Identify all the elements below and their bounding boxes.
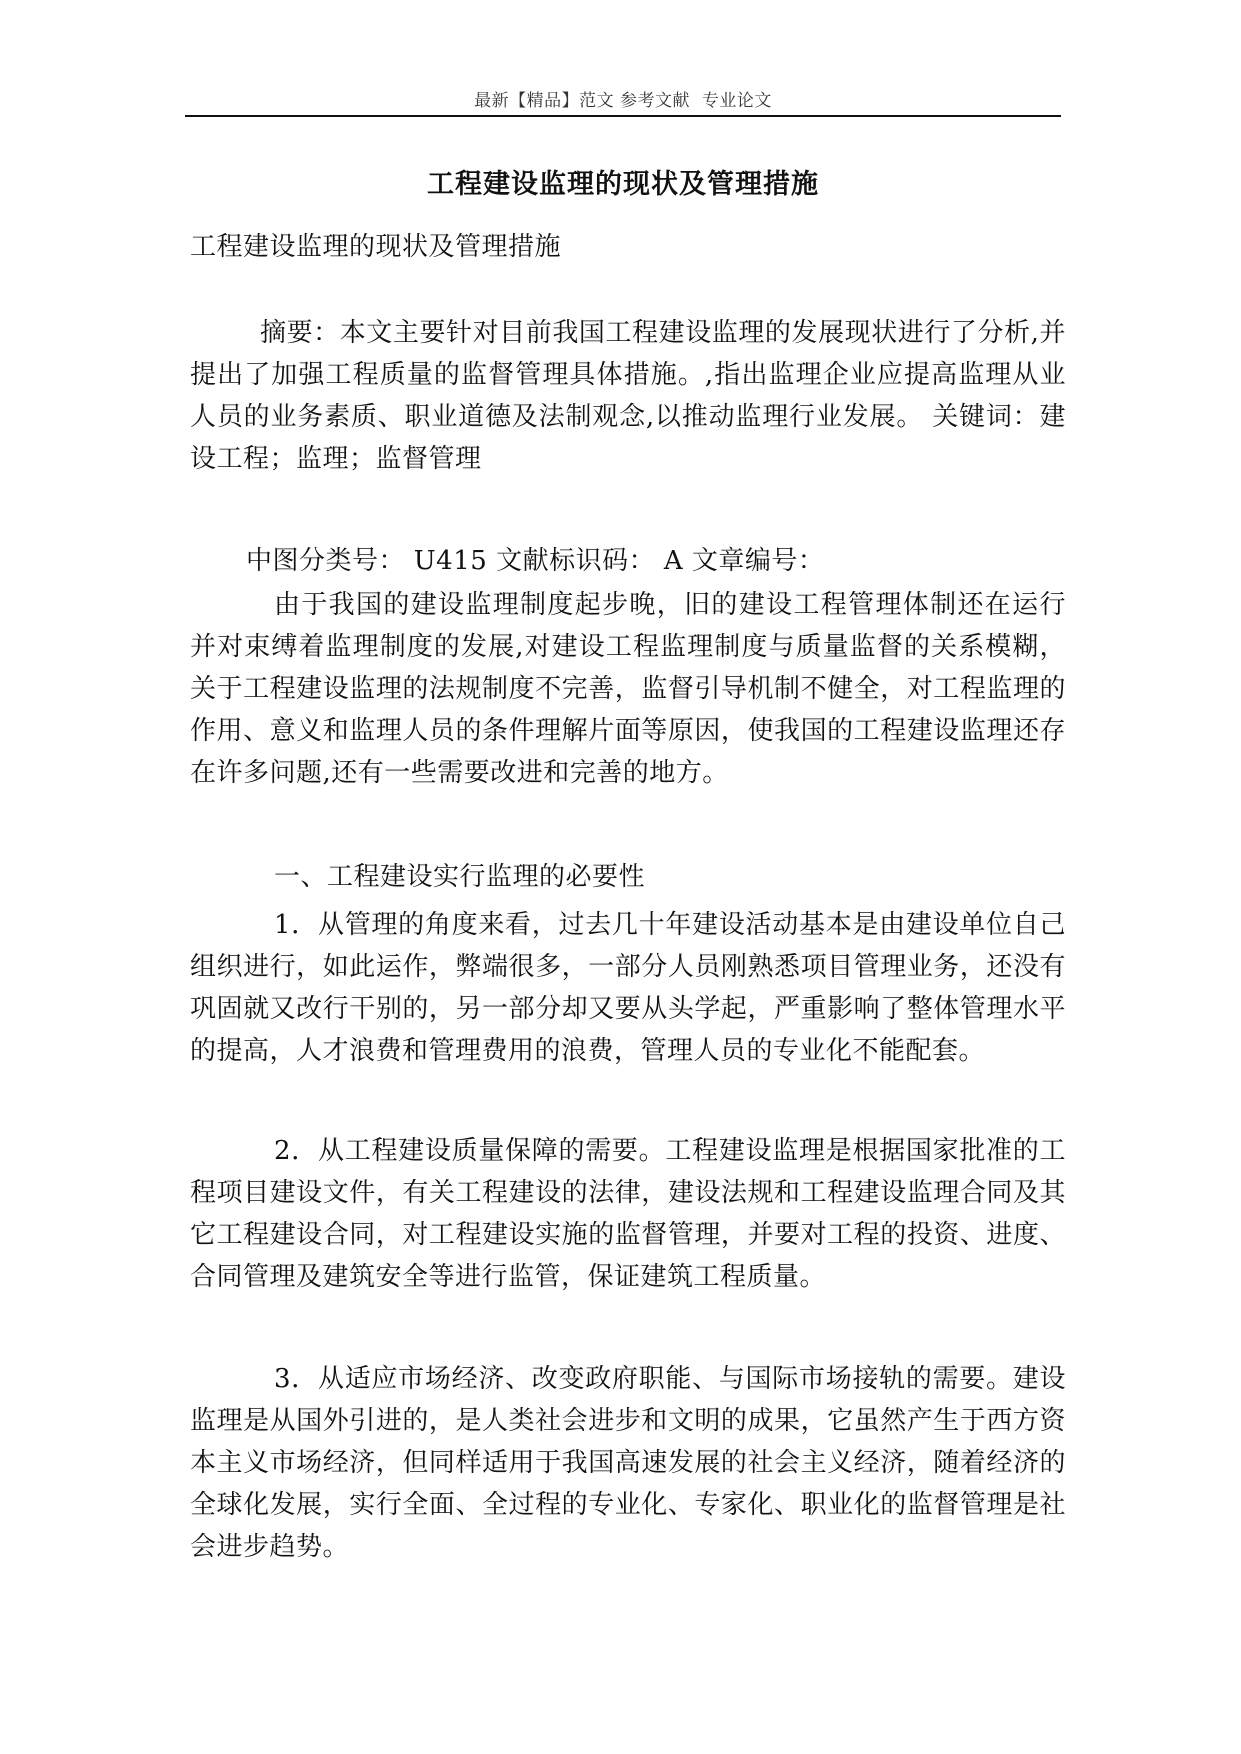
document-subtitle: 工程建设监理的现状及管理措施 [190, 232, 562, 262]
running-header: 最新【精品】范文 参考文献 专业论文 [474, 91, 772, 111]
header-divider [185, 115, 1061, 117]
document-title: 工程建设监理的现状及管理措施 [427, 169, 819, 200]
point-3-paragraph: 3．从适应市场经济、改变政府职能、与国际市场接轨的需要。建设监理是从国外引进的，是人类社会进步和文明的成果，它虽然产生于西方资本主义市场经济，但同样适用于我国高速发展的社会主义经济，随着经济的全球化发展，实行全面、全过程的专业化、专家化、职业化的监督管理是社会进步趋势。 [190, 1364, 1066, 1562]
section-heading: 一、工程建设实行监理的必要性 [274, 862, 646, 892]
point-2-paragraph: 2．从工程建设质量保障的需要。工程建设监理是根据国家批准的工程项目建设文件，有关工程建设的法律，建设法规和工程建设监理合同及其它工程建设合同，对工程建设实施的监督管理，并要对工程的投资、进度、合同管理及建筑安全等进行监管，保证建筑工程质量。 [190, 1136, 1066, 1292]
point-1-paragraph: 1．从管理的角度来看，过去几十年建设活动基本是由建设单位自己组织进行，如此运作，弊端很多，一部分人员刚熟悉项目管理业务，还没有巩固就又改行干别的，另一部分却又要从头学起，严重影响了整体管理水平的提高，人才浪费和管理费用的浪费，管理人员的专业化不能配套。 [190, 910, 1066, 1066]
classification-line: 中图分类号： U415 文献标识码： A 文章编号： [246, 546, 825, 576]
intro-paragraph: 由于我国的建设监理制度起步晚，旧的建设工程管理体制还在运行并对束缚着监理制度的发展,对建设工程监理制度与质量监督的关系模糊，关于工程建设监理的法规制度不完善，监督引导机制不健全，对工程监理的作用、意义和监理人员的条件理解片面等原因，使我国的工程建设监理还存在许多问题,还有一些需要改进和完善的地方。 [190, 590, 1066, 788]
abstract-paragraph: 摘要：本文主要针对目前我国工程建设监理的发展现状进行了分析,并提出了加强工程质量的监督管理具体措施。,指出监理企业应提高监理从业人员的业务素质、职业道德及法制观念,以推动监理行业发展。 关键词：建设工程；监理；监督管理 [190, 318, 1066, 474]
